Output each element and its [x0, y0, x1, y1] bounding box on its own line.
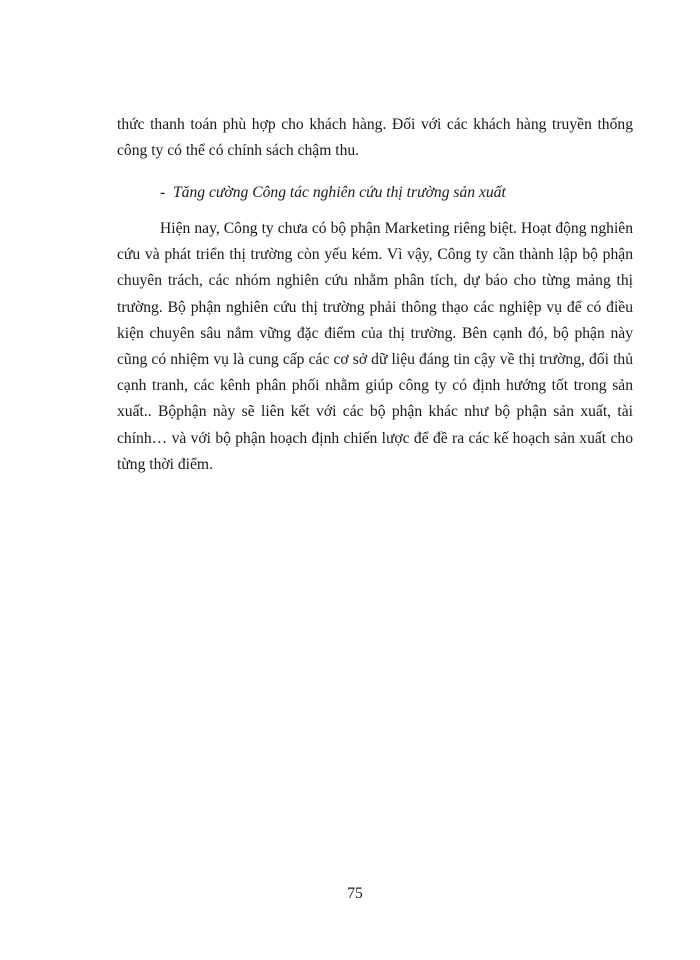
continuation-paragraph: [117, 112, 633, 164]
section-heading: [160, 180, 506, 206]
continuation-paragraph-text: thức thanh toán phù hợp cho khách hàng. Đối với các khách hàng truyền thống công ty có thể có chính sách chậm thu.: [117, 116, 633, 160]
page-number: 75: [347, 885, 363, 902]
main-paragraph-text: Hiện nay, Công ty chưa có bộ phận Marketing riêng biệt. Hoạt động nghiên cứu và phát triển thị trường còn yếu kém. Vì vậy, Công ty cần thành lập bộ phận chuyên trách, các nhóm nghiên cứu nhằm phân tích, dự báo cho từng mảng thị trường. Bộ phận nghiên cứu thị trường phải thông thạo các nghiệp vụ để có điều kiện chuyên sâu nắm vững đặc điểm của thị trường. Bên cạnh đó, bộ phận này cũng có nhiệm vụ là cung cấp các cơ sở dữ liệu đáng tin cậy về thị trường, đối thủ cạnh tranh, các kênh phân phối nhằm giúp công ty có định hướng tốt trong sản xuất.. Bộphận này sẽ liên kết với các bộ phận khác như bộ phận sản xuất, tài chính… và với bộ phận hoạch định chiến lược để đề ra các kế hoạch sản xuất cho từng thời điểm.: [117, 220, 633, 473]
main-paragraph: [117, 216, 633, 478]
section-heading-text: Tăng cường Công tác nghiên cứu thị trường sản xuất: [173, 184, 506, 201]
bullet-dash: -: [160, 184, 166, 201]
